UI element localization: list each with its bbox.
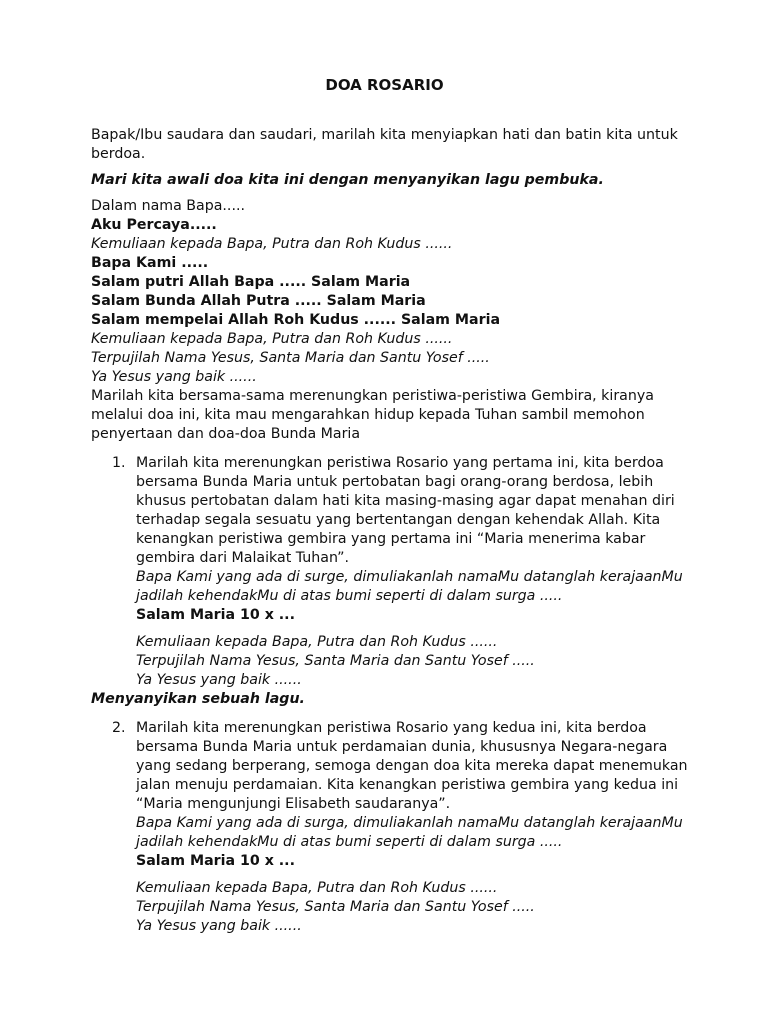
mystery-kemuliaan: Kemuliaan kepada Bapa, Putra dan Roh Kudus ...... — [136, 634, 498, 650]
prayer-ya-yesus: Ya Yesus yang baik ...... — [91, 369, 257, 385]
mystery-ya-yesus: Ya Yesus yang baik ...... — [136, 918, 302, 934]
prayer-salam-bunda: Salam Bunda Allah Putra ..... Salam Maria — [91, 293, 426, 309]
prayer-terpujilah: Terpujilah Nama Yesus, Santa Maria dan Santu Yosef ..... — [91, 350, 490, 366]
mystery-bapa-kami: Bapa Kami yang ada di surga, dimuliakanlah namaMu datanglah kerajaanMu jadilah kehendakMu di atas bumi seperti di dalam surga ..... — [136, 815, 683, 850]
opening-song-instruction: Mari kita awali doa kita ini dengan menyanyikan lagu pembuka. — [91, 172, 604, 188]
mystery-ya-yesus: Ya Yesus yang baik ...... — [136, 672, 302, 688]
list-number: 1. — [112, 455, 126, 471]
mystery-text: Marilah kita merenungkan peristiwa Rosario yang pertama ini, kita berdoa bersama Bunda Maria untuk pertobatan bagi orang-orang berdosa, lebih khusus pertobatan dalam hati kita masing-masing agar dapat menahan diri terhadap segala sesuatu yang bertentangan dengan kehendak Allah. Kita kenangkan peristiwa gembira yang pertama ini “Maria menerima kabar gembira dari Malaikat Tuhan”. — [136, 455, 675, 566]
prayer-bapa-kami: Bapa Kami ..... — [91, 255, 209, 271]
mystery-bapa-kami: Bapa Kami yang ada di surge, dimuliakanlah namaMu datanglah kerajaanMu jadilah kehendakMu di atas bumi seperti di dalam surga ..... — [136, 569, 683, 604]
mystery-salam-maria: Salam Maria 10 x ... — [136, 853, 295, 869]
prayer-aku-percaya: Aku Percaya..... — [91, 217, 217, 233]
prayer-dalam-nama: Dalam nama Bapa..... — [91, 198, 245, 214]
prayer-salam-putri: Salam putri Allah Bapa ..... Salam Maria — [91, 274, 411, 290]
song-instruction: Menyanyikan sebuah lagu. — [91, 691, 305, 707]
mystery-kemuliaan: Kemuliaan kepada Bapa, Putra dan Roh Kudus ...... — [136, 880, 498, 896]
prayer-kemuliaan-2: Kemuliaan kepada Bapa, Putra dan Roh Kudus ...... — [91, 331, 453, 347]
reflection-intro: Marilah kita bersama-sama merenungkan peristiwa-peristiwa Gembira, kiranya melalui doa ini, kita mau mengarahkan hidup kepada Tuhan sambil memohon penyertaan dan doa-doa Bunda Maria — [91, 388, 654, 442]
mystery-item — [91, 719, 691, 936]
mystery-item — [91, 454, 691, 690]
document-title: DOA ROSARIO — [325, 76, 444, 94]
mystery-salam-maria: Salam Maria 10 x ... — [136, 607, 295, 623]
prayer-salam-mempelai: Salam mempelai Allah Roh Kudus ...... Salam Maria — [91, 312, 501, 328]
mystery-terpujilah: Terpujilah Nama Yesus, Santa Maria dan Santu Yosef ..... — [136, 899, 535, 915]
mystery-text: Marilah kita merenungkan peristiwa Rosario yang kedua ini, kita berdoa bersama Bunda Maria untuk perdamaian dunia, khususnya Negara-negara yang sedang berperang, semoga dengan doa kita mereka dapat menemukan jalan menuju perdamaian. Kita kenangkan peristiwa gembira yang kedua ini “Maria mengunjungi Elisabeth saudaranya”. — [136, 720, 688, 812]
list-number: 2. — [112, 720, 126, 736]
intro-paragraph: Bapak/Ibu saudara dan saudari, marilah kita menyiapkan hati dan batin kita untuk berdoa. — [91, 127, 678, 162]
document-body — [91, 126, 691, 936]
mystery-terpujilah: Terpujilah Nama Yesus, Santa Maria dan Santu Yosef ..... — [136, 653, 535, 669]
prayer-kemuliaan: Kemuliaan kepada Bapa, Putra dan Roh Kudus ...... — [91, 236, 453, 252]
